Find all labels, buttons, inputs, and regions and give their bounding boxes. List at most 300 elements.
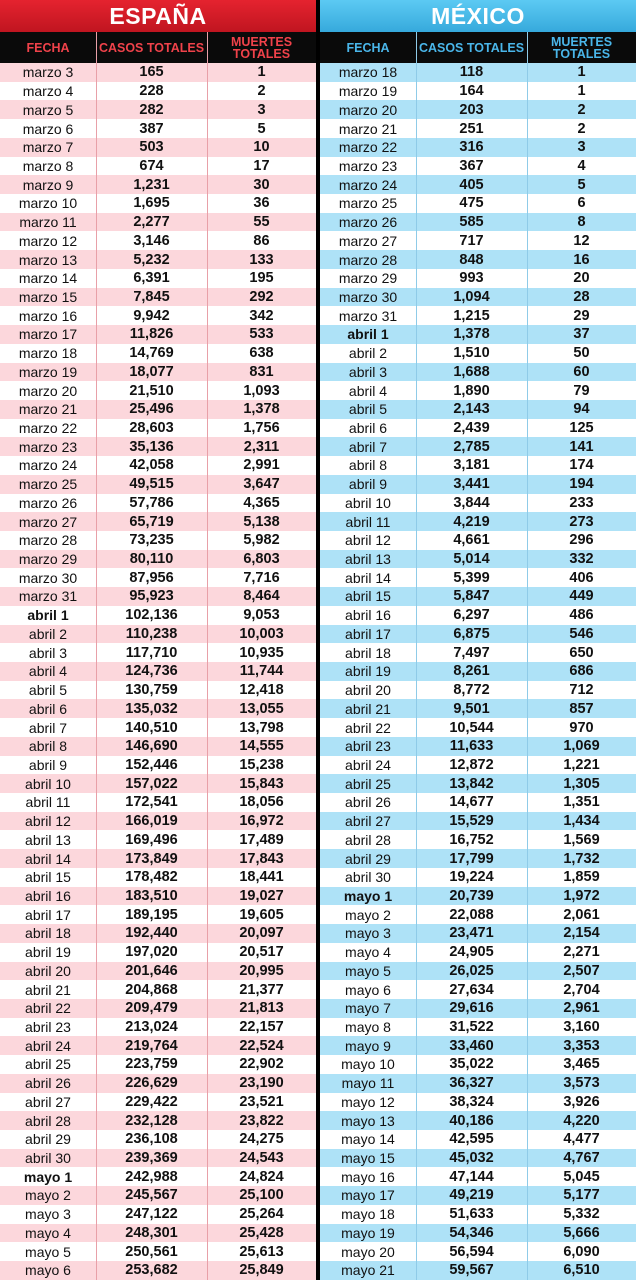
deaths-cell: 20,995 [239,962,284,979]
mexico-table-row [320,1074,636,1093]
espana-table-row [0,213,316,232]
date-cell: marzo 16 [18,307,78,324]
espana-table-row [0,363,316,382]
cases-cell: 35,022 [449,1056,494,1073]
deaths-cell: 1,221 [563,756,600,773]
date-cell: marzo 18 [338,64,398,81]
cases-cell: 10,544 [449,719,494,736]
espana-table-row [0,943,316,962]
cases-cell: 166,019 [125,813,178,830]
mexico-table-row [320,437,636,456]
deaths-cell: 174 [569,457,594,474]
cases-cell: 2,439 [453,420,490,437]
deaths-cell: 273 [569,513,594,530]
deaths-cell: 1,069 [563,738,600,755]
cases-cell: 51,633 [449,1206,494,1223]
espana-table-row [0,138,316,157]
deaths-cell: 233 [569,494,594,511]
deaths-cell: 37 [573,326,590,343]
cases-cell: 1,378 [453,326,490,343]
cases-cell: 173,849 [125,850,178,867]
mexico-table-row [320,344,636,363]
cases-cell: 169,496 [125,831,178,848]
espana-table-row [0,1111,316,1130]
cases-cell: 1,215 [453,307,490,324]
date-cell: abril 1 [27,607,69,624]
deaths-cell: 29 [573,307,590,324]
date-cell: mayo 1 [23,1168,73,1185]
cases-cell: 367 [459,157,484,174]
deaths-cell: 15,238 [239,756,284,773]
date-cell: marzo 5 [22,101,74,118]
date-cell: abril 6 [348,420,388,437]
cases-cell: 20,739 [449,887,494,904]
deaths-cell: 20,517 [239,944,284,961]
cases-cell: 4,219 [453,513,490,530]
date-cell: abril 5 [348,401,388,418]
date-cell: abril 10 [25,775,71,792]
deaths-cell: 6,090 [563,1243,600,1260]
espana-table-row [0,849,316,868]
deaths-cell: 10 [253,139,270,156]
deaths-cell: 3 [257,101,266,118]
cases-cell: 27,634 [449,981,494,998]
espana-table-row [0,905,316,924]
mexico-table-row [320,512,636,531]
cases-cell: 14,769 [129,345,174,362]
date-cell: mayo 14 [341,1131,395,1148]
cases-cell: 165 [139,64,164,81]
espana-table-row [0,1242,316,1261]
deaths-cell: 22,157 [239,1019,284,1036]
deaths-cell: 4,767 [563,1150,600,1167]
deaths-cell: 831 [249,363,274,380]
date-cell: marzo 6 [22,120,74,137]
date-cell: marzo 13 [18,251,78,268]
mexico-table-row [320,793,636,812]
espana-table-row [0,512,316,531]
cases-cell: 6,297 [453,607,490,624]
date-cell: abril 6 [28,700,68,717]
deaths-cell: 2 [257,83,266,100]
mexico-header-muertes: MUERTES TOTALES [550,34,613,61]
mexico-table-row [320,456,636,475]
espana-table-row [0,1130,316,1149]
date-cell: mayo 15 [341,1150,395,1167]
cases-cell: 28,603 [129,420,174,437]
mexico-table-row [320,1130,636,1149]
deaths-cell: 970 [569,719,594,736]
cases-cell: 251 [459,120,484,137]
cases-cell: 282 [139,101,164,118]
espana-table-row [0,606,316,625]
deaths-cell: 133 [249,251,274,268]
deaths-cell: 5,666 [563,1224,600,1241]
cases-cell: 36,327 [449,1075,494,1092]
deaths-cell: 24,543 [239,1150,284,1167]
date-cell: abril 28 [345,831,391,848]
mexico-table-row [320,868,636,887]
mexico-rows [320,63,636,1280]
date-cell: marzo 26 [338,214,398,231]
cases-cell: 9,501 [453,700,490,717]
espana-table-row [0,119,316,138]
date-cell: marzo 31 [338,307,398,324]
cases-cell: 8,261 [453,663,490,680]
cases-cell: 7,497 [453,644,490,661]
deaths-cell: 14,555 [239,738,284,755]
cases-cell: 65,719 [129,513,174,530]
espana-table-row [0,737,316,756]
cases-cell: 229,422 [125,1093,178,1110]
date-cell: abril 29 [345,850,391,867]
date-cell: marzo 22 [338,139,398,156]
cases-cell: 49,515 [129,476,174,493]
deaths-cell: 6,803 [243,551,280,568]
date-cell: mayo 7 [345,1000,391,1017]
cases-cell: 5,014 [453,551,490,568]
mexico-table-row [320,363,636,382]
cases-cell: 23,471 [449,925,494,942]
espana-table-row [0,887,316,906]
mexico-table-row [320,1167,636,1186]
mexico-table-row [320,494,636,513]
date-cell: mayo 4 [345,944,391,961]
deaths-cell: 5,982 [243,532,280,549]
espana-table-row [0,344,316,363]
date-cell: marzo 26 [18,494,78,511]
cases-cell: 239,369 [125,1150,178,1167]
deaths-cell: 20,097 [239,925,284,942]
date-cell: abril 24 [345,756,391,773]
date-cell: abril 30 [25,1150,71,1167]
cases-cell: 33,460 [449,1037,494,1054]
date-cell: abril 17 [25,906,71,923]
deaths-cell: 194 [569,476,594,493]
espana-table-row [0,381,316,400]
cases-cell: 189,195 [125,906,178,923]
mexico-table-row [320,531,636,550]
deaths-cell: 3,647 [243,476,280,493]
cases-cell: 197,020 [125,944,178,961]
deaths-cell: 17,489 [239,831,284,848]
date-cell: marzo 23 [338,157,398,174]
cases-cell: 157,022 [125,775,178,792]
espana-table-row [0,924,316,943]
mexico-panel [320,0,636,1280]
mexico-table-row [320,737,636,756]
deaths-cell: 3,353 [563,1037,600,1054]
deaths-cell: 486 [569,607,594,624]
espana-table-row [0,306,316,325]
cases-cell: 201,646 [125,962,178,979]
cases-cell: 228 [139,83,164,100]
date-cell: abril 21 [25,981,71,998]
deaths-cell: 8,464 [243,588,280,605]
deaths-cell: 332 [569,551,594,568]
deaths-cell: 16 [573,251,590,268]
cases-cell: 993 [459,270,484,287]
date-cell: marzo 30 [18,569,78,586]
cases-cell: 24,905 [449,944,494,961]
espana-table-row [0,568,316,587]
date-cell: marzo 20 [338,101,398,118]
mexico-table-row [320,1205,636,1224]
cases-cell: 8,772 [453,682,490,699]
cases-cell: 6,391 [133,270,170,287]
cases-cell: 1,231 [133,176,170,193]
mexico-table-row [320,306,636,325]
cases-cell: 316 [459,139,484,156]
espana-table-row [0,400,316,419]
mexico-table-row [320,887,636,906]
cases-cell: 475 [459,195,484,212]
mexico-title: MÉXICO [320,0,636,32]
espana-table-row [0,157,316,176]
mexico-table-row [320,213,636,232]
date-cell: abril 17 [345,625,391,642]
deaths-cell: 25,264 [239,1206,284,1223]
cases-cell: 31,522 [449,1019,494,1036]
mexico-table-row [320,119,636,138]
deaths-cell: 5,138 [243,513,280,530]
deaths-cell: 94 [573,401,590,418]
cases-cell: 54,346 [449,1224,494,1241]
mexico-table-row [320,662,636,681]
deaths-cell: 2,271 [563,944,600,961]
espana-table-row [0,250,316,269]
date-cell: abril 25 [345,775,391,792]
espana-table-row [0,531,316,550]
date-cell: abril 13 [345,551,391,568]
date-cell: mayo 18 [341,1206,395,1223]
espana-table-row [0,325,316,344]
espana-table-row [0,100,316,119]
cases-cell: 245,567 [125,1187,178,1204]
deaths-cell: 13,055 [239,700,284,717]
date-cell: abril 22 [25,1000,71,1017]
deaths-cell: 50 [573,345,590,362]
cases-cell: 204,868 [125,981,178,998]
espana-table-row [0,269,316,288]
cases-cell: 95,923 [129,588,174,605]
cases-cell: 80,110 [129,551,174,568]
date-cell: abril 30 [345,869,391,886]
date-cell: abril 3 [28,644,68,661]
cases-cell: 223,759 [125,1056,178,1073]
deaths-cell: 2,704 [563,981,600,998]
cases-cell: 236,108 [125,1131,178,1148]
date-cell: abril 26 [345,794,391,811]
date-cell: abril 2 [348,345,388,362]
date-cell: abril 1 [347,326,389,343]
cases-cell: 1,695 [133,195,170,212]
date-cell: marzo 25 [18,476,78,493]
cases-cell: 26,025 [449,962,494,979]
date-cell: abril 18 [25,925,71,942]
date-cell: marzo 23 [18,438,78,455]
espana-table-row [0,550,316,569]
mexico-table-row [320,419,636,438]
espana-table-row [0,830,316,849]
cases-cell: 717 [459,232,484,249]
deaths-cell: 4,365 [243,494,280,511]
espana-table-row [0,1149,316,1168]
deaths-cell: 5,177 [563,1187,600,1204]
deaths-cell: 5,045 [563,1168,600,1185]
date-cell: abril 26 [25,1075,71,1092]
cases-cell: 242,988 [125,1168,178,1185]
date-cell: marzo 28 [18,532,78,549]
date-cell: abril 21 [345,700,391,717]
mexico-table-row [320,1055,636,1074]
mexico-table-row [320,1149,636,1168]
deaths-cell: 1,351 [563,794,600,811]
cases-cell: 17,799 [449,850,494,867]
deaths-cell: 36 [253,195,270,212]
date-cell: marzo 29 [338,270,398,287]
mexico-table-row [320,475,636,494]
date-cell: abril 3 [348,363,388,380]
date-cell: mayo 13 [341,1112,395,1129]
cases-cell: 2,785 [453,438,490,455]
date-cell: abril 2 [28,625,68,642]
cases-cell: 3,441 [453,476,490,493]
mexico-table-row [320,924,636,943]
cases-cell: 35,136 [129,438,174,455]
cases-cell: 232,128 [125,1112,178,1129]
date-cell: abril 13 [25,831,71,848]
date-cell: marzo 12 [18,232,78,249]
deaths-cell: 2,961 [563,1000,600,1017]
deaths-cell: 4 [577,157,586,174]
date-cell: marzo 15 [18,288,78,305]
espana-panel [0,0,316,1280]
deaths-cell: 712 [569,682,594,699]
mexico-table-row [320,943,636,962]
date-cell: abril 9 [28,756,68,773]
date-cell: marzo 28 [338,251,398,268]
date-cell: abril 4 [28,663,68,680]
date-cell: marzo 7 [22,139,74,156]
espana-rows [0,63,316,1280]
date-cell: mayo 5 [345,962,391,979]
cases-cell: 42,595 [449,1131,494,1148]
cases-cell: 6,875 [453,625,490,642]
espana-table-row [0,681,316,700]
cases-cell: 16,752 [449,831,494,848]
espana-col-divider [96,32,97,1280]
deaths-cell: 60 [573,363,590,380]
cases-cell: 1,890 [453,382,490,399]
date-cell: marzo 24 [338,176,398,193]
deaths-cell: 5 [257,120,266,137]
cases-cell: 1,510 [453,345,490,362]
cases-cell: 13,842 [449,775,494,792]
espana-table-row [0,494,316,513]
espana-table-row [0,643,316,662]
deaths-cell: 449 [569,588,594,605]
cases-cell: 140,510 [125,719,178,736]
espana-table-row [0,1261,316,1280]
cases-cell: 203 [459,101,484,118]
date-cell: mayo 19 [341,1224,395,1241]
date-cell: marzo 18 [18,345,78,362]
deaths-cell: 25,613 [239,1243,284,1260]
date-cell: marzo 3 [22,64,74,81]
deaths-cell: 25,428 [239,1224,284,1241]
deaths-cell: 1 [257,64,266,81]
deaths-cell: 12,418 [239,682,284,699]
cases-cell: 5,847 [453,588,490,605]
deaths-cell: 22,902 [239,1056,284,1073]
date-cell: marzo 27 [18,513,78,530]
deaths-cell: 19,027 [239,887,284,904]
deaths-cell: 3 [577,139,586,156]
deaths-cell: 546 [569,625,594,642]
mexico-table-row [320,231,636,250]
date-cell: mayo 2 [25,1187,71,1204]
deaths-cell: 10,935 [239,644,284,661]
deaths-cell: 5 [577,176,586,193]
date-cell: mayo 9 [345,1037,391,1054]
date-cell: abril 14 [345,569,391,586]
cases-cell: 3,181 [453,457,490,474]
date-cell: abril 14 [25,850,71,867]
deaths-cell: 13,798 [239,719,284,736]
deaths-cell: 1 [577,64,586,81]
deaths-cell: 24,275 [239,1131,284,1148]
cases-cell: 585 [459,214,484,231]
deaths-cell: 406 [569,569,594,586]
cases-cell: 9,942 [133,307,170,324]
date-cell: marzo 21 [18,401,78,418]
espana-table-row [0,718,316,737]
cases-cell: 40,186 [449,1112,494,1129]
espana-header-fecha: FECHA [26,40,70,55]
deaths-cell: 20 [573,270,590,287]
date-cell: abril 8 [348,457,388,474]
mexico-table-row [320,381,636,400]
deaths-cell: 857 [569,700,594,717]
deaths-cell: 28 [573,288,590,305]
espana-table-row [0,82,316,101]
espana-table-row [0,456,316,475]
date-cell: abril 7 [28,719,68,736]
mexico-table-row [320,194,636,213]
date-cell: marzo 19 [338,83,398,100]
date-cell: abril 25 [25,1056,71,1073]
mexico-table-row [320,587,636,606]
cases-cell: 5,232 [133,251,170,268]
cases-cell: 248,301 [125,1224,178,1241]
espana-table-row [0,1055,316,1074]
espana-table-row [0,231,316,250]
deaths-cell: 4,220 [563,1112,600,1129]
mexico-table-row [320,1224,636,1243]
date-cell: mayo 6 [25,1262,71,1279]
cases-cell: 183,510 [125,887,178,904]
date-cell: abril 15 [345,588,391,605]
cases-cell: 253,682 [125,1262,178,1279]
cases-cell: 250,561 [125,1243,178,1260]
deaths-cell: 292 [249,288,274,305]
espana-table-row [0,868,316,887]
cases-cell: 1,094 [453,288,490,305]
deaths-cell: 533 [249,326,274,343]
espana-table-row [0,1074,316,1093]
cases-cell: 56,594 [449,1243,494,1260]
